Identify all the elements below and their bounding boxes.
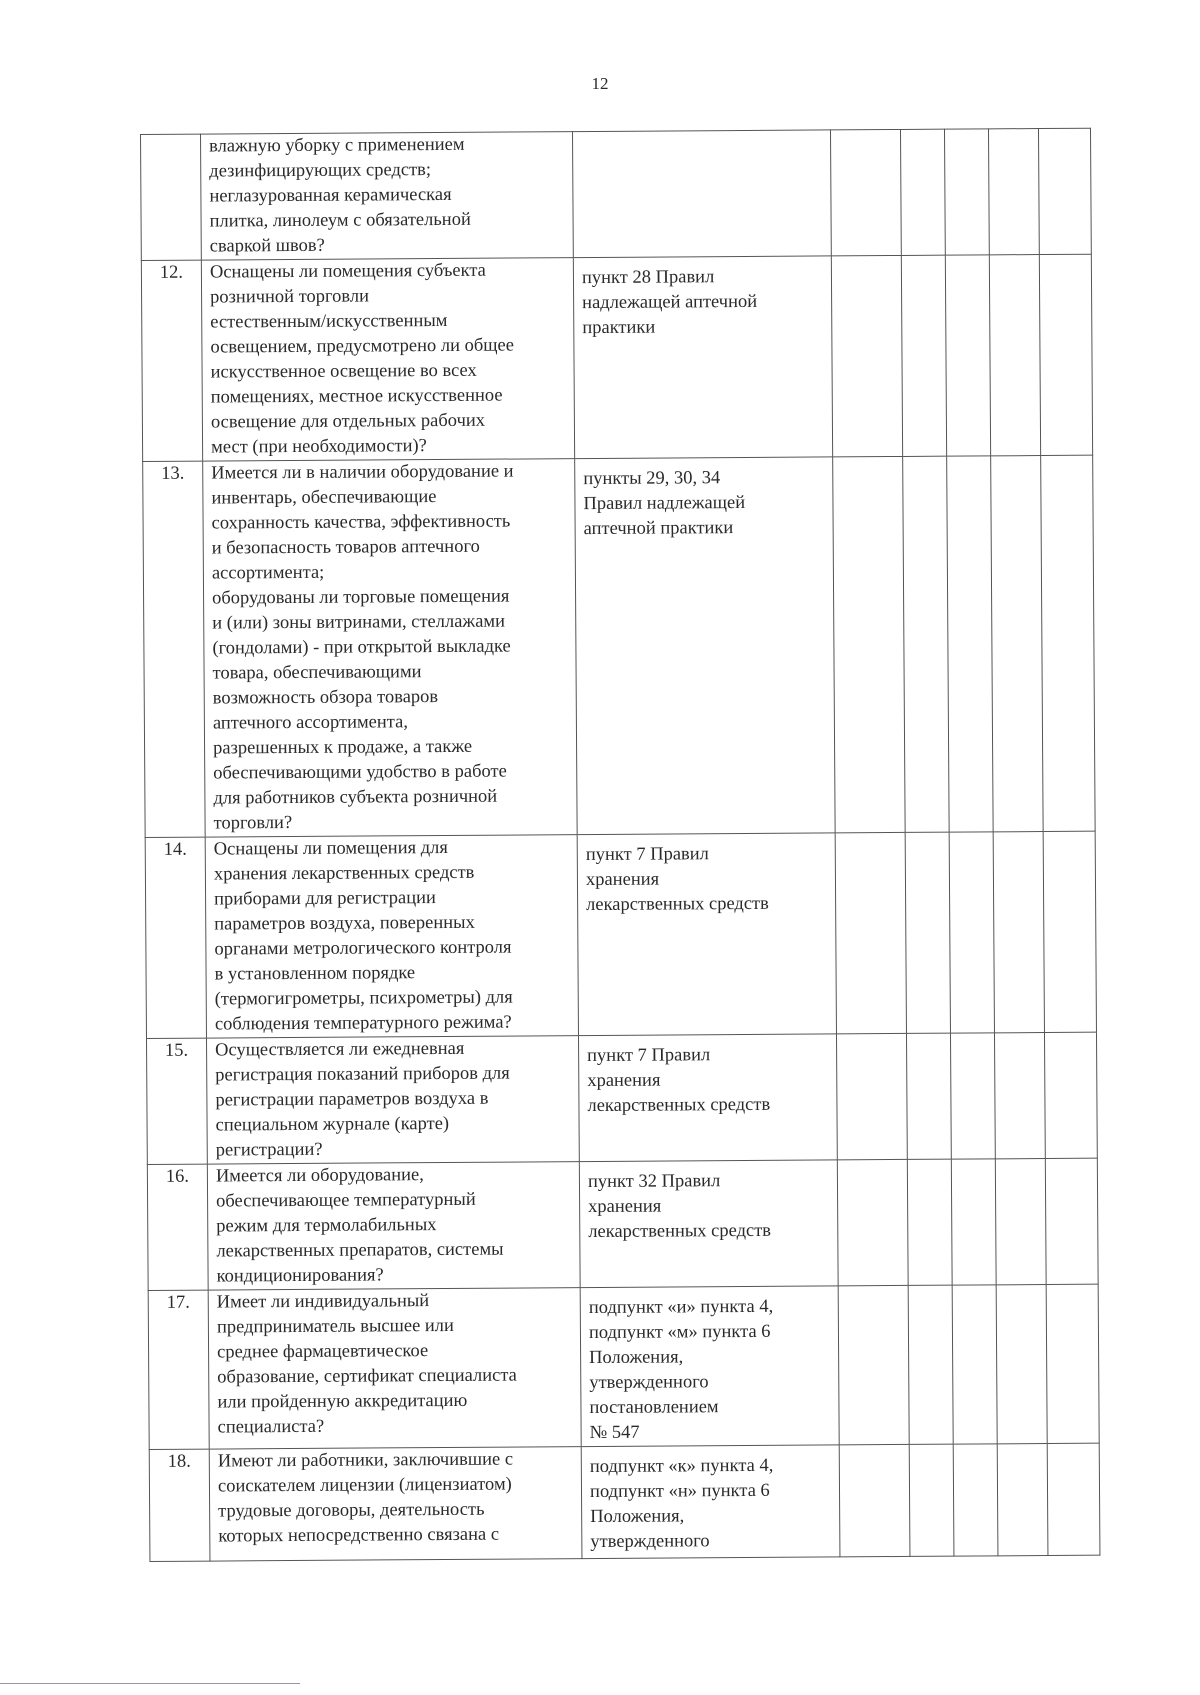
row-number: 16.	[147, 1164, 208, 1290]
question-line: регистрации параметров воздуха в	[215, 1088, 489, 1111]
question-line: розничной торговли	[210, 286, 370, 308]
question-line: товара, обеспечивающими	[212, 662, 422, 684]
answer-cell	[908, 1285, 953, 1444]
question-line: неглазурованная керамическая	[209, 184, 452, 207]
question-line: разрешенных к продаже, а также	[213, 736, 473, 759]
reference-line: хранения	[585, 869, 660, 891]
row-number: 12.	[141, 260, 202, 461]
reference-line: подпункт «к» пункта 4,	[589, 1455, 774, 1478]
question-line: кондиционирования?	[216, 1265, 384, 1287]
reference-line: подпункт «м» пункта 6	[588, 1321, 771, 1344]
reference-cell	[578, 1034, 837, 1162]
table-row	[143, 455, 1095, 837]
reference-line: подпункт «и» пункта 4,	[588, 1296, 774, 1319]
reference-line: лекарственных средств	[588, 1220, 772, 1243]
reference-line: утвержденного	[590, 1531, 710, 1553]
question-cell	[205, 835, 578, 1038]
question-line: Имеется ли в наличии оборудование и	[211, 461, 514, 484]
question-line: трудовые договоры, деятельность	[218, 1499, 485, 1522]
question-line: торговли?	[213, 813, 293, 834]
question-line: режим для термолабильных	[216, 1215, 437, 1237]
question-line: инвентарь, обеспечивающие	[211, 487, 437, 509]
question-line: сохранность качества, эффективность	[211, 511, 511, 534]
reference-line: пункт 28 Правил	[581, 267, 715, 289]
reference-line: Положения,	[589, 1347, 684, 1369]
question-line: образование, сертификат специалиста	[217, 1365, 517, 1388]
answer-cell	[837, 1159, 908, 1285]
question-line: обеспечивающее температурный	[216, 1189, 476, 1212]
checklist-table	[140, 128, 1100, 1562]
question-line: органами метрологического контроля	[214, 937, 512, 960]
answer-cell	[1039, 254, 1092, 455]
answer-cell	[953, 1444, 998, 1556]
answer-cell	[1043, 831, 1096, 1032]
question-cell	[209, 1447, 582, 1561]
answer-cell	[1047, 1443, 1100, 1555]
reference-line: лекарственных средств	[586, 893, 769, 916]
question-line: возможность обзора товаров	[212, 687, 439, 709]
reference-line: аптечной практики	[583, 518, 734, 540]
question-line: Оснащены ли помещения субъекта	[209, 260, 486, 283]
reference-line: пункт 7 Правил	[587, 1045, 711, 1067]
reference-cell	[572, 130, 831, 258]
question-line: обеспечивающими удобство в работе	[213, 761, 507, 784]
table-row	[146, 1032, 1097, 1164]
question-line: приборами для регистрации	[214, 888, 436, 910]
question-line: соблюдения температурного режима?	[214, 1012, 512, 1035]
question-line: плитка, линолеум с обязательной	[209, 209, 471, 232]
question-line: соискателем лицензии (лицензиатом)	[217, 1474, 512, 1497]
question-line: в установленном порядке	[214, 963, 416, 985]
reference-cell	[581, 1445, 840, 1559]
question-cell	[207, 1162, 580, 1290]
answer-cell	[831, 255, 902, 456]
table-row	[141, 254, 1092, 461]
reference-line: постановлением	[589, 1397, 719, 1419]
table-row	[149, 1443, 1100, 1561]
question-line: Имеют ли работники, заключившие с	[217, 1449, 514, 1472]
table-row	[148, 1284, 1099, 1449]
question-cell	[203, 459, 577, 837]
question-line: Осуществляется ли ежедневная	[215, 1038, 465, 1061]
row-number: 15.	[146, 1038, 207, 1164]
reference-line: пункт 7 Правил	[585, 844, 709, 866]
question-line: предприниматель высшее или	[216, 1315, 454, 1338]
answer-cell	[991, 456, 1043, 832]
question-line: регистрация показаний приборов для	[215, 1063, 510, 1086]
question-line: хранения лекарственных средств	[213, 862, 475, 885]
footer-rule	[0, 1683, 300, 1684]
answer-cell	[945, 255, 990, 456]
answer-cell	[988, 129, 1039, 255]
question-line: Имеет ли индивидуальный	[216, 1291, 430, 1313]
answer-cell	[993, 832, 1044, 1033]
answer-cell	[994, 1033, 1045, 1159]
answer-cell	[949, 832, 994, 1033]
question-line: мест (при необходимости)?	[211, 436, 427, 458]
reference-line: пункт 32 Правил	[587, 1171, 721, 1193]
reference-line: Положения,	[590, 1506, 685, 1528]
question-line: среднее фармацевтическое	[217, 1341, 429, 1363]
reference-line: утвержденного	[589, 1372, 709, 1394]
reference-cell	[579, 1160, 838, 1288]
question-line: и безопасность товаров аптечного	[211, 536, 480, 559]
question-line: регистрации?	[215, 1139, 323, 1161]
answer-cell	[996, 1285, 1047, 1444]
reference-line: Правил надлежащей	[583, 492, 746, 515]
answer-cell	[1044, 1032, 1097, 1158]
answer-cell	[835, 832, 906, 1033]
answer-cell	[839, 1444, 910, 1556]
question-line: (термогигрометры, психрометры) для	[214, 987, 513, 1010]
question-line: аптечного ассортимента,	[212, 712, 408, 734]
reference-cell	[580, 1286, 839, 1447]
question-line: лекарственных препаратов, системы	[216, 1239, 504, 1262]
question-cell	[208, 1288, 581, 1449]
question-line: параметров воздуха, поверенных	[214, 912, 475, 935]
answer-cell	[901, 255, 946, 456]
answer-cell	[836, 1033, 907, 1159]
answer-cell	[907, 1159, 952, 1285]
answer-cell	[997, 1444, 1048, 1556]
answer-cell	[1045, 1158, 1098, 1284]
answer-cell	[900, 129, 945, 255]
reference-line: надлежащей аптечной	[582, 291, 758, 314]
question-line: искусственное освещение во всех	[210, 360, 477, 383]
answer-cell	[909, 1444, 954, 1556]
question-line: и (или) зоны витринами, стеллажами	[212, 611, 506, 634]
reference-line: пункты 29, 30, 34	[583, 468, 721, 490]
row-number	[141, 134, 202, 260]
reference-line: хранения	[588, 1196, 662, 1218]
row-number: 18.	[149, 1449, 210, 1561]
question-line: естественным/искусственным	[210, 310, 448, 333]
reference-line: практики	[582, 317, 656, 339]
table-row	[141, 128, 1092, 260]
reference-cell	[577, 833, 836, 1036]
reference-line: хранения	[587, 1070, 661, 1092]
question-line: сваркой швов?	[209, 235, 325, 257]
question-cell	[206, 1036, 579, 1164]
row-number: 14.	[145, 837, 206, 1038]
question-line: для работников субъекта розничной	[213, 786, 498, 809]
table-row	[147, 1158, 1098, 1290]
answer-cell	[952, 1285, 997, 1444]
reference-line: лекарственных средств	[587, 1094, 771, 1117]
answer-cell	[905, 832, 950, 1033]
checklist-sheet	[140, 128, 1099, 1557]
question-line: ассортимента;	[211, 562, 325, 584]
question-line: специалиста?	[217, 1416, 325, 1438]
answer-cell	[947, 456, 993, 832]
answer-cell	[951, 1159, 996, 1285]
reference-cell	[573, 256, 832, 459]
reference-line: № 547	[589, 1422, 640, 1444]
answer-cell	[944, 129, 989, 255]
answer-cell	[833, 456, 905, 832]
answer-cell	[950, 1033, 995, 1159]
row-number: 17.	[148, 1290, 209, 1449]
question-line: Имеется ли оборудование,	[215, 1165, 424, 1187]
question-line: оборудованы ли торговые помещения	[212, 586, 510, 609]
question-line: (гондолами) - при открытой выкладке	[212, 636, 511, 659]
answer-cell	[1046, 1284, 1099, 1443]
page-number: 12	[591, 74, 609, 93]
question-line: специальном журнале (карте)	[215, 1113, 450, 1136]
answer-cell	[989, 255, 1040, 456]
answer-cell	[1038, 128, 1091, 254]
question-line: которых непосредственно связана с	[218, 1524, 500, 1547]
question-line: дезинфицирующих средств;	[209, 160, 432, 182]
question-line: влажную уборку с применением	[209, 134, 465, 157]
question-line: освещением, предусмотрено ли общее	[210, 335, 515, 358]
answer-cell	[906, 1033, 951, 1159]
reference-line: подпункт «н» пункта 6	[589, 1480, 770, 1503]
question-line: помещениях, местное искусственное	[210, 385, 503, 408]
question-cell	[201, 258, 574, 461]
reference-cell	[575, 457, 835, 835]
table-row	[145, 831, 1096, 1038]
answer-cell	[1041, 455, 1095, 831]
answer-cell	[903, 456, 949, 832]
answer-cell	[995, 1159, 1046, 1285]
answer-cell	[830, 129, 901, 255]
question-cell	[201, 132, 574, 260]
question-line: освещение для отдельных рабочих	[210, 410, 486, 433]
question-line: Оснащены ли помещения для	[213, 837, 448, 860]
answer-cell	[838, 1285, 909, 1444]
question-line: или пройденную аккредитацию	[217, 1390, 468, 1413]
row-number: 13.	[143, 461, 205, 837]
